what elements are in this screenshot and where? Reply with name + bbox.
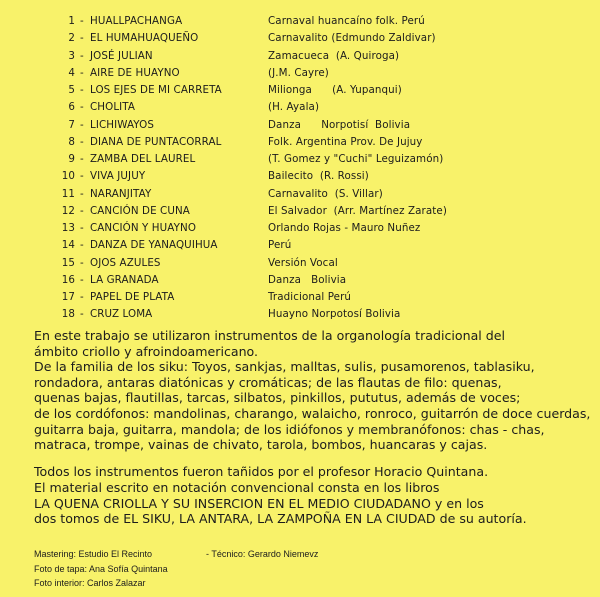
track-separator: - [80, 222, 84, 234]
track-number: 11 [61, 187, 75, 200]
track-row [0, 170, 600, 188]
track-info: Perú [268, 239, 292, 252]
track-number: 6 [68, 101, 75, 114]
track-title: CANCIÓN Y HUAYNO [90, 222, 197, 234]
track-separator: - [80, 32, 84, 45]
track-separator: - [80, 84, 84, 96]
credit-technician: - Técnico: Gerardo Niemevz [206, 549, 319, 559]
track-info: Zamacueca (A. Quiroga) [268, 49, 400, 62]
description-line: De la familia de los siku: Toyos, sankjas, malltas, sulis, pusamorenos, tablasiku, [34, 359, 535, 375]
description-line: En este trabajo se utilizaron instrumentos de la organología tradicional del [34, 328, 506, 343]
track-info: Danza Bolivia [268, 273, 347, 286]
track-info: Folk. Argentina Prov. De Jujuy [268, 135, 423, 148]
track-info: Versión Vocal [268, 256, 338, 269]
track-row [0, 153, 600, 171]
track-row [0, 274, 600, 292]
description-line: guitarra baja, guitarra, mandola; de los idiófonos y membranófonos: chas - chas, [34, 421, 545, 437]
description-line: rondadora, antaras diatónicas y cromáticas; de las flautas de filo: quenas, [34, 374, 502, 390]
track-number: 17 [61, 291, 75, 303]
track-info: Orlando Rojas - Mauro Nuñez [268, 222, 421, 234]
track-row [0, 101, 600, 119]
track-info: (T. Gomez y "Cuchi" Leguizamón) [268, 153, 444, 165]
description-line: ámbito criollo y afroindoamericano. [34, 343, 259, 359]
track-separator: - [80, 118, 84, 131]
track-info: Bailecito (R. Rossi) [268, 170, 369, 183]
performer-line: El material escrito en notación convencional consta en los libros [34, 479, 440, 495]
track-separator: - [80, 153, 84, 165]
track-separator: - [80, 204, 84, 217]
track-row [0, 257, 600, 275]
track-title: AIRE DE HUAYNO [90, 66, 180, 79]
track-number: 8 [68, 135, 75, 148]
track-separator: - [80, 49, 84, 62]
track-row [0, 222, 600, 240]
track-number: 12 [61, 204, 75, 217]
credit-interior-photo: Foto interior: Carlos Zalazar [34, 578, 146, 588]
track-title: HUALLPACHANGA [90, 15, 183, 27]
track-title: LOS EJES DE MI CARRETA [90, 84, 222, 96]
track-separator: - [80, 66, 84, 79]
track-number: 7 [68, 118, 75, 131]
track-info: (J.M. Cayre) [268, 66, 329, 79]
track-separator: - [80, 135, 84, 148]
track-info: Carnavalito (S. Villar) [268, 187, 383, 200]
track-row [0, 50, 600, 68]
track-row [0, 291, 600, 309]
track-row [0, 188, 600, 206]
track-number: 2 [68, 32, 75, 45]
track-separator: - [80, 291, 84, 303]
credit-cover-photo: Foto de tapa: Ana Sofía Quintana [34, 564, 168, 574]
track-separator: - [80, 239, 84, 252]
track-title: CHOLITA [90, 101, 136, 114]
track-number: 15 [61, 256, 75, 269]
track-row [0, 119, 600, 137]
track-number: 1 [68, 15, 75, 27]
track-number: 9 [68, 153, 75, 165]
track-info: Huayno Norpotosí Bolivia [268, 308, 401, 321]
track-number: 13 [61, 222, 75, 234]
track-separator: - [80, 273, 84, 286]
track-separator: - [80, 187, 84, 200]
performer-line: dos tomos de EL SIKU, LA ANTARA, LA ZAMPOÑA EN LA CIUDAD de su autoría. [34, 511, 527, 527]
track-title: PAPEL DE PLATA [90, 291, 175, 303]
track-title: LA GRANADA [90, 273, 159, 286]
performer-line: LA QUENA CRIOLLA Y SU INSERCION EN EL MEDIO CIUDADANO y en los [34, 495, 484, 511]
track-title: EL HUMAHUAQUEÑO [90, 32, 199, 45]
track-separator: - [80, 15, 84, 27]
track-info: Milionga (A. Yupanqui) [268, 84, 402, 96]
track-title: NARANJITAY [90, 187, 152, 200]
track-row [0, 136, 600, 154]
track-info: Carnavalito (Edmundo Zaldivar) [268, 32, 436, 45]
credit-mastering: Mastering: Estudio El Recinto [34, 549, 153, 559]
track-number: 3 [68, 49, 75, 62]
track-separator: - [80, 101, 84, 114]
track-number: 18 [61, 308, 75, 321]
track-row [0, 239, 600, 257]
performer-line: Todos los instrumentos fueron tañidos por el profesor Horacio Quintana. [34, 464, 489, 479]
track-row [0, 84, 600, 102]
track-separator: - [80, 170, 84, 183]
track-title: CRUZ LOMA [90, 308, 153, 321]
track-info: Tradicional Perú [268, 291, 352, 303]
track-info: Danza Norpotisí Bolivia [268, 118, 411, 131]
track-row [0, 205, 600, 223]
description-line: de los cordófonos: mandolinas, charango, walaicho, ronroco, guitarrón de doce cuerdas, [34, 406, 591, 421]
description-line: matraca, trompe, vainas de chivato, tarola, bombos, huancaras y cajas. [34, 437, 488, 453]
track-row [0, 67, 600, 85]
track-row [0, 308, 600, 326]
track-info: El Salvador (Arr. Martínez Zarate) [268, 204, 447, 217]
track-number: 5 [68, 84, 75, 96]
track-info: (H. Ayala) [268, 101, 320, 114]
track-title: CANCIÓN DE CUNA [90, 204, 190, 217]
track-title: ZAMBA DEL LAUREL [90, 153, 196, 165]
track-info: Carnaval huancaíno folk. Perú [268, 15, 425, 27]
track-title: DANZA DE YANAQUIHUA [90, 239, 218, 252]
description-line: quenas bajas, flautillas, tarcas, silbatos, pinkillos, pututus, además de voces; [34, 390, 521, 406]
track-row [0, 15, 600, 33]
track-title: JOSÉ JULIAN [90, 49, 153, 62]
track-title: DIANA DE PUNTACORRAL [90, 135, 222, 148]
track-row [0, 32, 600, 50]
track-separator: - [80, 256, 84, 269]
track-number: 14 [61, 239, 75, 252]
track-title: OJOS AZULES [90, 256, 161, 269]
track-number: 4 [68, 66, 75, 79]
track-separator: - [80, 308, 84, 321]
track-title: VIVA JUJUY [90, 170, 146, 183]
track-title: LICHIWAYOS [90, 118, 154, 131]
track-number: 10 [61, 170, 75, 183]
track-number: 16 [61, 273, 75, 286]
